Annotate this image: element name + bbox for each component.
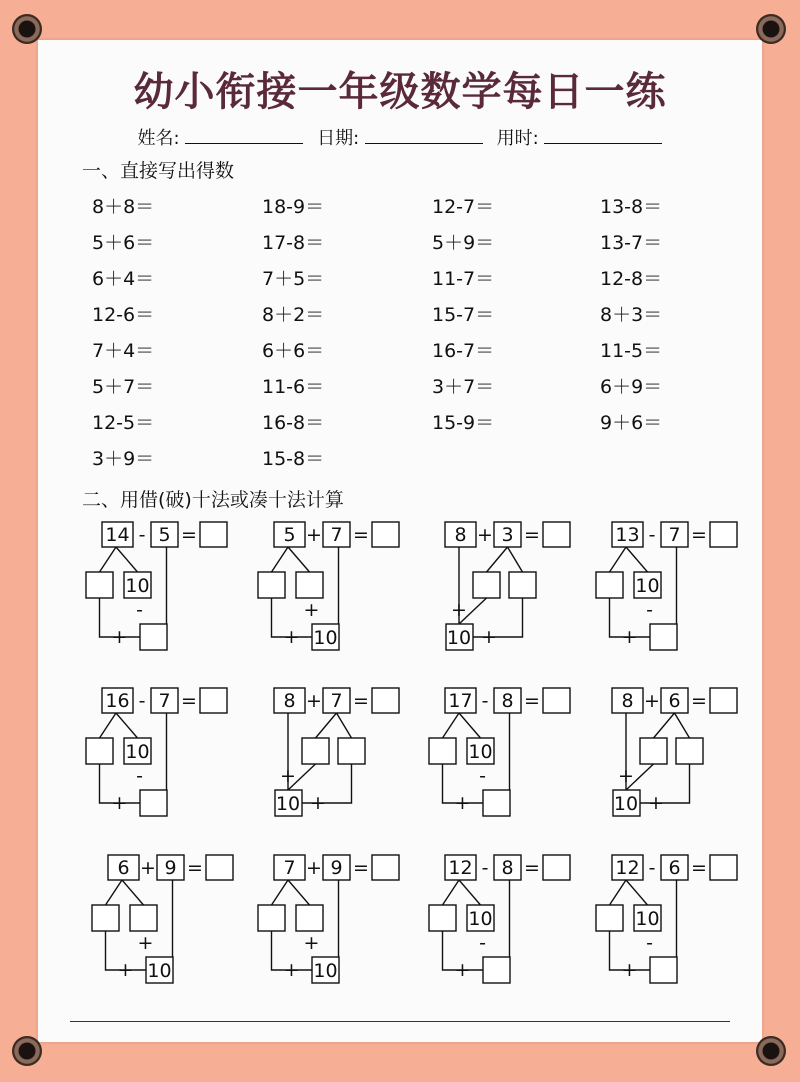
split-box-right[interactable] — [338, 738, 365, 764]
second-number: 7 — [158, 690, 171, 712]
plus-sign: + — [283, 959, 300, 981]
split-box-left[interactable] — [258, 572, 285, 598]
split-box-right[interactable] — [296, 572, 323, 598]
diagram-0-1 — [258, 522, 399, 650]
oral-problem: 8＋3＝ — [600, 304, 663, 326]
minus-sign: - — [136, 765, 143, 787]
plus-sign: + — [283, 626, 300, 648]
oral-problem: 6＋4＝ — [92, 268, 155, 290]
oral-problem: 6＋6＝ — [262, 340, 325, 362]
second-number: 9 — [330, 857, 343, 879]
equals-sign: = — [524, 690, 540, 712]
time-label: 用时: — [496, 128, 539, 149]
oral-problem: 12-8＝ — [600, 268, 663, 290]
difference-box[interactable] — [650, 624, 677, 650]
diagram-1-0 — [86, 688, 227, 816]
oral-problem: 15-9＝ — [432, 412, 495, 434]
oral-problem: 3＋9＝ — [92, 448, 155, 470]
answer-box[interactable] — [543, 522, 570, 547]
plus-sign: + — [137, 932, 154, 954]
oral-problem: 11-6＝ — [262, 376, 325, 398]
connector-line — [100, 547, 117, 572]
equals-sign: = — [691, 690, 707, 712]
ten-label: 10 — [125, 575, 150, 597]
difference-box[interactable] — [650, 957, 677, 983]
operator: - — [138, 690, 146, 712]
oral-problem: 15-8＝ — [262, 448, 325, 470]
answer-box[interactable] — [206, 855, 233, 880]
operator: + — [306, 524, 322, 546]
split-box-left[interactable] — [86, 572, 113, 598]
plus-sign: + — [454, 959, 471, 981]
operator: - — [648, 857, 656, 879]
split-box-right[interactable] — [130, 905, 157, 931]
answer-box[interactable] — [372, 855, 399, 880]
plus-sign: + — [280, 765, 296, 787]
first-number: 8 — [454, 524, 467, 546]
oral-problem: 7＋5＝ — [262, 268, 325, 290]
answer-box[interactable] — [710, 688, 737, 713]
oral-problem: 6＋9＝ — [600, 376, 663, 398]
oral-problem: 11-7＝ — [432, 268, 495, 290]
diagram-0-2 — [445, 522, 570, 650]
connector-line — [459, 713, 481, 738]
diagram-2-0 — [92, 855, 233, 983]
diagram-2-2 — [429, 855, 570, 983]
operator: + — [140, 857, 156, 879]
first-number: 16 — [105, 690, 130, 712]
oral-problem: 7＋4＝ — [92, 340, 155, 362]
plus-sign: + — [621, 959, 638, 981]
connector-line — [316, 713, 337, 738]
split-box-left[interactable] — [429, 905, 456, 931]
second-number: 5 — [158, 524, 171, 546]
plus-sign: + — [648, 792, 664, 814]
equals-sign: = — [691, 524, 707, 546]
first-number: 8 — [283, 690, 296, 712]
page-title: 幼小衔接一年级数学每日一练 — [133, 69, 667, 115]
split-box-left[interactable] — [92, 905, 119, 931]
equals-sign: = — [353, 857, 369, 879]
equals-sign: = — [524, 524, 540, 546]
first-number: 12 — [615, 857, 640, 879]
first-number: 8 — [621, 690, 634, 712]
diagram-2-1 — [258, 855, 399, 983]
split-box-left[interactable] — [86, 738, 113, 764]
connector-line — [626, 547, 648, 572]
minus-sign: - — [646, 932, 653, 954]
split-box-left[interactable] — [596, 905, 623, 931]
split-box-left[interactable] — [258, 905, 285, 931]
second-number: 7 — [330, 690, 343, 712]
ten-label: 10 — [275, 793, 301, 815]
answer-box[interactable] — [710, 855, 737, 880]
ten-label: 10 — [613, 793, 639, 815]
connector-line — [100, 713, 117, 738]
connector-line — [610, 547, 627, 572]
first-number: 6 — [117, 857, 130, 879]
connector-line — [288, 547, 310, 572]
operator: + — [644, 690, 660, 712]
second-number: 8 — [501, 690, 514, 712]
connector-line — [272, 547, 289, 572]
connector-line — [443, 713, 460, 738]
split-box-left[interactable] — [302, 738, 329, 764]
oral-problem: 8＋8＝ — [92, 196, 155, 218]
operator: - — [481, 690, 489, 712]
split-box-right[interactable] — [509, 572, 536, 598]
first-number: 17 — [448, 690, 473, 712]
connector-line — [288, 880, 310, 905]
plus-sign: + — [111, 792, 128, 814]
split-box-right[interactable] — [676, 738, 703, 764]
minus-sign: - — [479, 765, 486, 787]
oral-problem: 17-8＝ — [262, 232, 325, 254]
equals-sign: = — [181, 524, 197, 546]
plus-sign: + — [451, 599, 467, 621]
ten-label: 10 — [313, 960, 338, 982]
second-number: 6 — [668, 857, 681, 879]
split-box-left[interactable] — [640, 738, 667, 764]
diagram-0-0 — [86, 522, 227, 650]
ten-label: 10 — [635, 908, 660, 930]
difference-box[interactable] — [140, 624, 167, 650]
connector-line — [116, 713, 138, 738]
oral-problem: 13-8＝ — [600, 196, 663, 218]
plus-sign: + — [117, 959, 134, 981]
date-label: 日期: — [317, 128, 360, 149]
minus-sign: - — [479, 932, 486, 954]
oral-problem: 13-7＝ — [600, 232, 663, 254]
connector-line — [116, 547, 138, 572]
answer-box[interactable] — [543, 688, 570, 713]
connector-line — [122, 880, 144, 905]
oral-problem: 5＋9＝ — [432, 232, 495, 254]
diagram-1-1 — [274, 688, 399, 816]
connector-line — [459, 880, 481, 905]
answer-box[interactable] — [543, 855, 570, 880]
second-number: 3 — [501, 524, 514, 546]
first-number: 5 — [283, 524, 296, 546]
split-box-left[interactable] — [429, 738, 456, 764]
minus-sign: - — [136, 599, 143, 621]
oral-problem: 15-7＝ — [432, 304, 495, 326]
answer-box[interactable] — [200, 522, 227, 547]
answer-box[interactable] — [372, 522, 399, 547]
operator: - — [481, 857, 489, 879]
answer-box[interactable] — [372, 688, 399, 713]
connector-line — [610, 880, 627, 905]
first-number: 14 — [105, 524, 130, 546]
section1-title: 一、直接写出得数 — [82, 160, 235, 182]
second-number: 6 — [668, 690, 681, 712]
oral-problem: 11-5＝ — [600, 340, 663, 362]
split-box-right[interactable] — [296, 905, 323, 931]
first-number: 13 — [615, 524, 640, 546]
split-box-left[interactable] — [473, 572, 500, 598]
connector-line — [272, 880, 289, 905]
oral-problem: 12-5＝ — [92, 412, 155, 434]
plus-sign: + — [303, 599, 320, 621]
difference-box[interactable] — [483, 957, 510, 983]
operator: - — [648, 524, 656, 546]
diagram-0-3 — [596, 522, 737, 650]
plus-sign: + — [481, 626, 497, 648]
diagram-2-3 — [596, 855, 737, 983]
minus-sign: - — [646, 599, 653, 621]
connector-line — [675, 713, 690, 738]
difference-box[interactable] — [140, 790, 167, 816]
equals-sign: = — [353, 690, 369, 712]
plus-sign: + — [621, 626, 638, 648]
equals-sign: = — [353, 524, 369, 546]
plus-sign: + — [111, 626, 128, 648]
ten-label: 10 — [468, 741, 493, 763]
oral-problem: 9＋6＝ — [600, 412, 663, 434]
oral-problem: 5＋7＝ — [92, 376, 155, 398]
oral-problem: 3＋7＝ — [432, 376, 495, 398]
plus-sign: + — [618, 765, 634, 787]
answer-box[interactable] — [200, 688, 227, 713]
plus-sign: + — [454, 792, 471, 814]
second-number: 8 — [501, 857, 514, 879]
connector-line — [508, 547, 523, 572]
equals-sign: = — [691, 857, 707, 879]
oral-problem: 12-6＝ — [92, 304, 155, 326]
ten-label: 10 — [147, 960, 172, 982]
operator: + — [306, 690, 322, 712]
connector-line — [654, 713, 675, 738]
oral-problem: 16-8＝ — [262, 412, 325, 434]
operator: + — [477, 524, 493, 546]
plus-sign: + — [310, 792, 326, 814]
ten-label: 10 — [468, 908, 493, 930]
bottom-divider — [70, 1021, 730, 1022]
answer-box[interactable] — [710, 522, 737, 547]
oral-problem: 8＋2＝ — [262, 304, 325, 326]
oral-problem: 18-9＝ — [262, 196, 325, 218]
ten-label: 10 — [446, 627, 472, 649]
equals-sign: = — [524, 857, 540, 879]
plus-sign: + — [303, 932, 320, 954]
diagram-1-3 — [612, 688, 737, 816]
second-number: 7 — [330, 524, 343, 546]
section2-title: 二、用借(破)十法或凑十法计算 — [82, 489, 344, 511]
first-number: 7 — [283, 857, 296, 879]
first-number: 12 — [448, 857, 473, 879]
difference-box[interactable] — [483, 790, 510, 816]
ten-label: 10 — [313, 627, 338, 649]
operator: - — [138, 524, 146, 546]
operator: + — [306, 857, 322, 879]
equals-sign: = — [181, 690, 197, 712]
ten-label: 10 — [635, 575, 660, 597]
oral-problem: 5＋6＝ — [92, 232, 155, 254]
connector-line — [487, 547, 508, 572]
oral-problem: 16-7＝ — [432, 340, 495, 362]
ten-label: 10 — [125, 741, 150, 763]
oral-problem: 12-7＝ — [432, 196, 495, 218]
second-number: 7 — [668, 524, 681, 546]
equals-sign: = — [187, 857, 203, 879]
split-box-left[interactable] — [596, 572, 623, 598]
connector-line — [626, 880, 648, 905]
connector-line — [443, 880, 460, 905]
connector-line — [106, 880, 123, 905]
name-label: 姓名: — [137, 128, 180, 149]
diagram-1-2 — [429, 688, 570, 816]
second-number: 9 — [164, 857, 177, 879]
connector-line — [337, 713, 352, 738]
